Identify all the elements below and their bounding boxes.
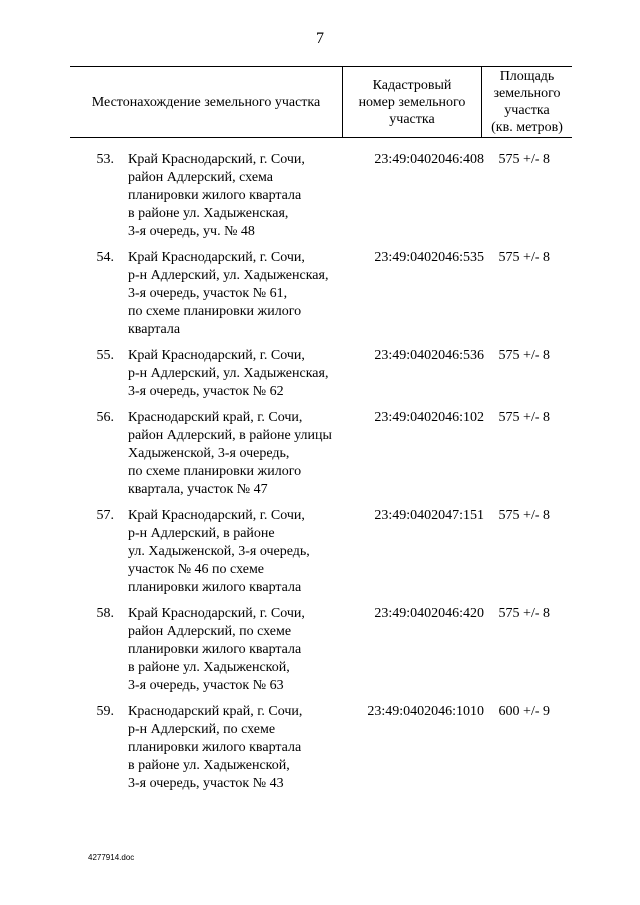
row-number: 55.: [96, 348, 114, 363]
row-location: Край Краснодарский, г. Сочи, р-н Адлерский, ул. Хадыженская, 3-я очередь, участок № 61, по схеме планировки жилого квартала: [128, 250, 329, 337]
row-cadastral-number: 23:49:0402046:420: [374, 606, 484, 621]
row-cadastral-number: 23:49:0402046:102: [374, 410, 484, 425]
row-cadastral-number: 23:49:0402047:151: [374, 508, 484, 523]
row-location: Краснодарский край, г. Сочи, район Адлерский, в районе улицы Хадыженской, 3-я очередь, по схеме планировки жилого квартала, участок № 47: [128, 410, 332, 497]
row-area: 575 +/- 8: [498, 410, 550, 425]
row-location: Край Краснодарский, г. Сочи, район Адлерский, схема планировки жилого квартала в районе ул. Хадыженская, 3-я очередь, уч. № 48: [128, 152, 305, 239]
table-body: [70, 151, 572, 793]
table-row: [70, 151, 572, 241]
table-row: [70, 347, 572, 401]
header-cadastral-number: Кадастровый номер земельного участка: [343, 67, 482, 137]
row-area: 575 +/- 8: [498, 508, 550, 523]
table-row: [70, 507, 572, 597]
row-area: 600 +/- 9: [498, 704, 550, 719]
row-location: Край Краснодарский, г. Сочи, район Адлерский, по схеме планировки жилого квартала в районе ул. Хадыженской, 3-я очередь, участок № 63: [128, 606, 305, 693]
table-row: [70, 605, 572, 695]
row-cadastral-number: 23:49:0402046:408: [374, 152, 484, 167]
table-header: [70, 66, 572, 138]
row-number: 56.: [96, 410, 114, 425]
row-number: 53.: [96, 152, 114, 167]
row-location: Краснодарский край, г. Сочи, р-н Адлерский, по схеме планировки жилого квартала в районе ул. Хадыженской, 3-я очередь, участок № 43: [128, 704, 303, 791]
row-location: Край Краснодарский, г. Сочи, р-н Адлерский, в районе ул. Хадыженской, 3-я очередь, участок № 46 по схеме планировки жилого квартала: [128, 508, 310, 595]
table-row: [70, 409, 572, 499]
page-number: 7: [316, 30, 324, 47]
row-number: 59.: [96, 704, 114, 719]
table-row: [70, 249, 572, 339]
document-code: 4277914.doc: [88, 853, 135, 862]
row-area: 575 +/- 8: [498, 250, 550, 265]
land-plots-table: [70, 66, 572, 801]
table-row: [70, 703, 572, 793]
row-area: 575 +/- 8: [498, 606, 550, 621]
row-cadastral-number: 23:49:0402046:1010: [367, 704, 484, 719]
row-number: 57.: [96, 508, 114, 523]
row-cadastral-number: 23:49:0402046:535: [374, 250, 484, 265]
header-location: Местонахождение земельного участка: [70, 67, 343, 137]
row-cadastral-number: 23:49:0402046:536: [374, 348, 484, 363]
row-number: 58.: [96, 606, 114, 621]
row-number: 54.: [96, 250, 114, 265]
row-area: 575 +/- 8: [498, 348, 550, 363]
row-area: 575 +/- 8: [498, 152, 550, 167]
header-area: Площадь земельного участка (кв. метров): [491, 69, 563, 135]
row-location: Край Краснодарский, г. Сочи, р-н Адлерский, ул. Хадыженская, 3-я очередь, участок № 62: [128, 348, 329, 399]
